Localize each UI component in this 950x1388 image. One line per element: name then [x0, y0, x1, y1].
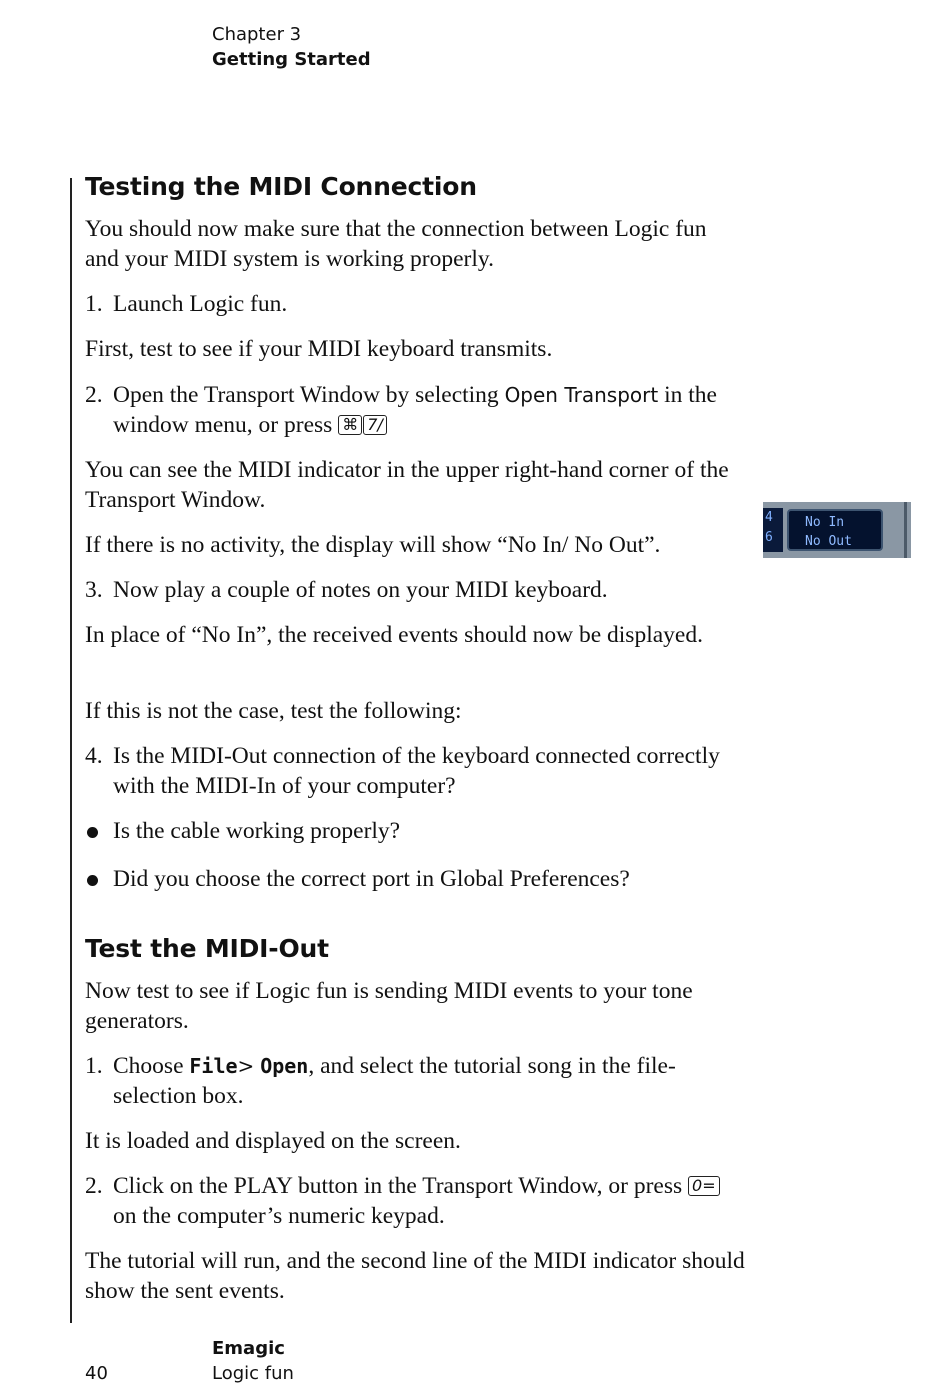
key-0-icon: 0=	[688, 1176, 720, 1196]
step-text-part: Choose	[113, 1053, 184, 1079]
step-number: 1.	[85, 1053, 103, 1079]
step-text	[113, 1051, 745, 1111]
margin-rule	[70, 178, 72, 1323]
midi-panel-edge	[904, 502, 907, 558]
running-header	[212, 22, 371, 72]
step-text: Launch Logic fun.	[113, 291, 288, 317]
step-text-part: on the computer’s numeric keypad.	[113, 1203, 445, 1229]
bullet-dot-icon	[87, 875, 98, 886]
midi-channel-top: 4	[765, 510, 773, 525]
paragraph-tutorial: The tutorial will run, and the second line of the MIDI indicator should show the sent events.	[85, 1248, 745, 1304]
step-text	[113, 1171, 745, 1231]
section-heading-midi-connection: Testing the MIDI Connection	[85, 172, 477, 201]
footer-product: Logic fun	[212, 1363, 294, 1384]
bullet-item	[85, 816, 745, 846]
step-number: 4.	[85, 743, 103, 769]
menu-ref-file: File	[189, 1054, 238, 1078]
step-text-part: , and select the tutorial song in the file-selection box.	[113, 1053, 676, 1109]
footer-brand: Emagic	[212, 1338, 285, 1359]
command-key-icon: ⌘	[338, 415, 362, 435]
chapter-title: Getting Started	[212, 49, 371, 70]
step-number: 3.	[85, 577, 103, 603]
step-3	[85, 575, 745, 605]
bullet-text: Is the cable working properly?	[113, 818, 401, 844]
midi-out-status: No Out	[805, 534, 852, 549]
step-number: 2.	[85, 1173, 103, 1199]
paragraph-first-test: First, test to see if your MIDI keyboard transmits.	[85, 336, 553, 362]
step-text-part: in the window menu, or press	[113, 382, 717, 438]
step-1	[85, 289, 745, 319]
bullet-item	[85, 864, 745, 894]
paragraph-loaded: It is loaded and displayed on the screen.	[85, 1128, 461, 1154]
menu-ref-open: Open	[260, 1054, 309, 1078]
page-number: 40	[85, 1363, 108, 1384]
midi-display	[787, 509, 883, 551]
paragraph-intro: You should now make sure that the connection between Logic fun and your MIDI system is working properly.	[85, 216, 707, 272]
step-1-choose-file	[85, 1051, 745, 1111]
step-text-part: Open the Transport Window by selecting	[113, 382, 499, 408]
key-7-icon: 7/	[363, 415, 387, 435]
paragraph-if-not: If this is not the case, test the following:	[85, 698, 462, 724]
step-text: Now play a couple of notes on your MIDI keyboard.	[113, 577, 608, 603]
paragraph-midi-out-intro: Now test to see if Logic fun is sending MIDI events to your tone generators.	[85, 978, 693, 1034]
step-text: Is the MIDI-Out connection of the keyboard connected correctly with the MIDI-In of your computer?	[113, 743, 720, 799]
step-text-part: Click on the PLAY button in the Transport Window, or press	[113, 1173, 683, 1199]
paragraph-in-place: In place of “No In”, the received events should now be displayed.	[85, 622, 703, 648]
step-2-play	[85, 1171, 745, 1231]
step-4	[85, 741, 745, 801]
menu-separator: >	[237, 1054, 255, 1078]
bullet-text: Did you choose the correct port in Global Preferences?	[113, 866, 630, 892]
midi-channel-numbers	[763, 508, 783, 552]
midi-indicator-screenshot	[763, 502, 911, 558]
paragraph-indicator: You can see the MIDI indicator in the upper right-hand corner of the Transport Window.	[85, 457, 729, 513]
chapter-label: Chapter 3	[212, 24, 302, 45]
midi-channel-bottom: 6	[765, 530, 773, 545]
step-number: 1.	[85, 291, 103, 317]
bullet-dot-icon	[87, 827, 98, 838]
section-heading-midi-out: Test the MIDI-Out	[85, 934, 329, 963]
midi-in-status: No In	[805, 515, 845, 530]
menu-item-ref: Open Transport	[504, 383, 659, 407]
step-2	[85, 380, 745, 440]
running-footer	[212, 1336, 294, 1386]
paragraph-no-activity: If there is no activity, the display will show “No In/ No Out”.	[85, 532, 661, 558]
step-text	[113, 380, 745, 440]
step-number: 2.	[85, 382, 103, 408]
